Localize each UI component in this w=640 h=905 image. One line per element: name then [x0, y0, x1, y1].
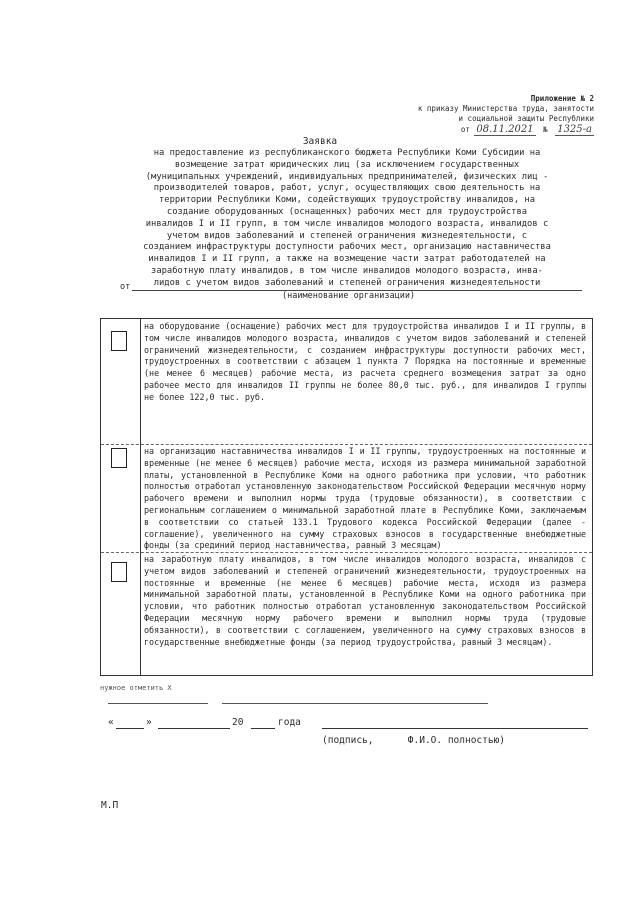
handwritten-date: 08.11.2021 [476, 124, 534, 135]
intro-line: созданием инфраструктуры доступности рабочих мест, организацию наставничества [143, 242, 551, 253]
annex-header [384, 94, 594, 135]
month-field[interactable] [158, 728, 230, 729]
intro-line: учетом видов заболеваний и степеней ограничения жизнедеятельности, с [166, 230, 528, 241]
stamp-placeholder: М.П [101, 800, 119, 811]
intro-line: инвалидов I и II групп, а также на возмещение части затрат работодателей на [148, 254, 546, 265]
intro-line: создание оборудованных (оснащенных) рабочих мест для трудоустройства [166, 206, 528, 217]
from-label: от [120, 282, 131, 292]
year-prefix: 20 [232, 717, 244, 728]
handwritten-number: 1325-а [557, 124, 592, 135]
annex-order-line-2: и социальной защиты Республики [458, 114, 594, 123]
blank-line[interactable] [222, 703, 488, 704]
checkbox-note: нужное отметить Х [100, 684, 172, 692]
annex-number: Приложение № 2 [530, 94, 594, 103]
option-row-mentorship [101, 444, 592, 552]
option-text-mentorship: на организацию наставничества инвалидов I и II группы, трудоустроенных на постоянные и временные (не менее 6 месяцев) рабочие места, исходя из размера минимальной заработной платы, установленной в Республике Коми на одного работника при условии, что работник полностью отработал установленную законодательством Российской Федерации месячную норму рабочего времени и выполнил нормы труда (трудовые обязанности), в соответствии с региональным соглашением о минимальной заработной плате в Республике Коми, заключаемым в соответствии со статьей 133.1 Трудового кодекса Российской Федерации (далее - соглашение), увеличенного на сумму страховых взносов в государственные внебюджетные фонды (за срединий период наставничества, равный 3 месяцам) [144, 446, 586, 551]
option-checkbox-salary[interactable] [111, 562, 127, 582]
date-open-quote: « [108, 717, 114, 728]
intro-line: территории Республики Коми, содействующих трудоустройству инвалидов, на [158, 195, 536, 206]
intro-line: производителей товаров, работ, услуг, осуществляющих свою деятельность на [153, 183, 541, 194]
annex-order-line-1: к приказу Министерства труда, занятости [417, 104, 594, 113]
intro-line: на предоставление из республиканского бюджета Республики Коми Субсидии на [153, 148, 541, 158]
document-title: Заявка [302, 136, 338, 147]
year-field[interactable] [251, 728, 275, 729]
intro-line: заработную плату инвалидов, в том числе инвалидов молодого возраста, инва- [151, 265, 543, 276]
year-suffix: года [278, 717, 301, 728]
option-row-equipment [101, 319, 592, 444]
signature-name-field[interactable] [322, 728, 588, 729]
day-field[interactable] [116, 728, 144, 729]
option-text-equipment: на оборудование (оснащение) рабочих мест для трудоустройства инвалидов I и II группы, в том числе инвалидов молодого возраста, инвалидов с учетом видов заболеваний и степеней ограничений жизнедеятельности, с созданием инфраструктуры доступности рабочих мест, трудоустроенных в соответствии с абзацем 1 пункта 7 Порядка на постоянные и временные (не менее 6 месяцев) рабочие места, из расчета среднего возмещения затрат за одно рабочее место для инвалидов II группы не более 80,0 тыс. руб., для инвалидов I группы не более 122,0 тыс. руб. [144, 321, 586, 402]
option-checkbox-equipment[interactable] [111, 331, 127, 351]
intro-line: возмещение затрат юридических лиц (за исключением государственных [174, 159, 520, 170]
organization-caption: (наименование организации) [282, 291, 416, 301]
date-prefix: от [460, 125, 470, 134]
options-table [100, 318, 593, 676]
date-close-quote: » [146, 717, 152, 728]
number-prefix: № [543, 125, 548, 134]
blank-line[interactable] [108, 703, 208, 704]
annex-date-line [384, 125, 594, 135]
option-text-salary: на заработную плату инвалидов, в том числе инвалидов молодого возраста, инвалидов с учетом видов заболеваний и степеней ограничений жизнедеятельности, трудоустроенных на постоянные и временные (не менее 6 месяцев) рабочие места, исходя из размера минимальной заработной платы, установленной в Республике Коми на одного работника при условии, что работник полностью отработал установленную законодательством Российской Федерации месячную норму рабочего времени и выполнил нормы труда (трудовые обязанности), в соответствии с соглашением, увеличенного на сумму страховых взносов в государственные внебюджетные фонды (за период трудоустройства, равный 3 месяцам). [144, 554, 586, 647]
signature-date-row [108, 717, 588, 731]
intro-line: инвалидов I и II групп, в том числе инвалидов молодого возраста, инвалидов с [145, 218, 549, 229]
intro-line: лидов с учетом видов заболеваний и степеней ограничения жизнедеятельности [153, 277, 541, 288]
document-intro [112, 148, 582, 290]
intro-line: (муниципальных учреждений, индивидуальных предпринимателей, физических лиц - [145, 171, 549, 182]
option-row-salary [101, 552, 592, 677]
signature-caption: (подпись, Ф.И.О. полностью) [322, 735, 506, 746]
option-checkbox-mentorship[interactable] [111, 448, 127, 468]
